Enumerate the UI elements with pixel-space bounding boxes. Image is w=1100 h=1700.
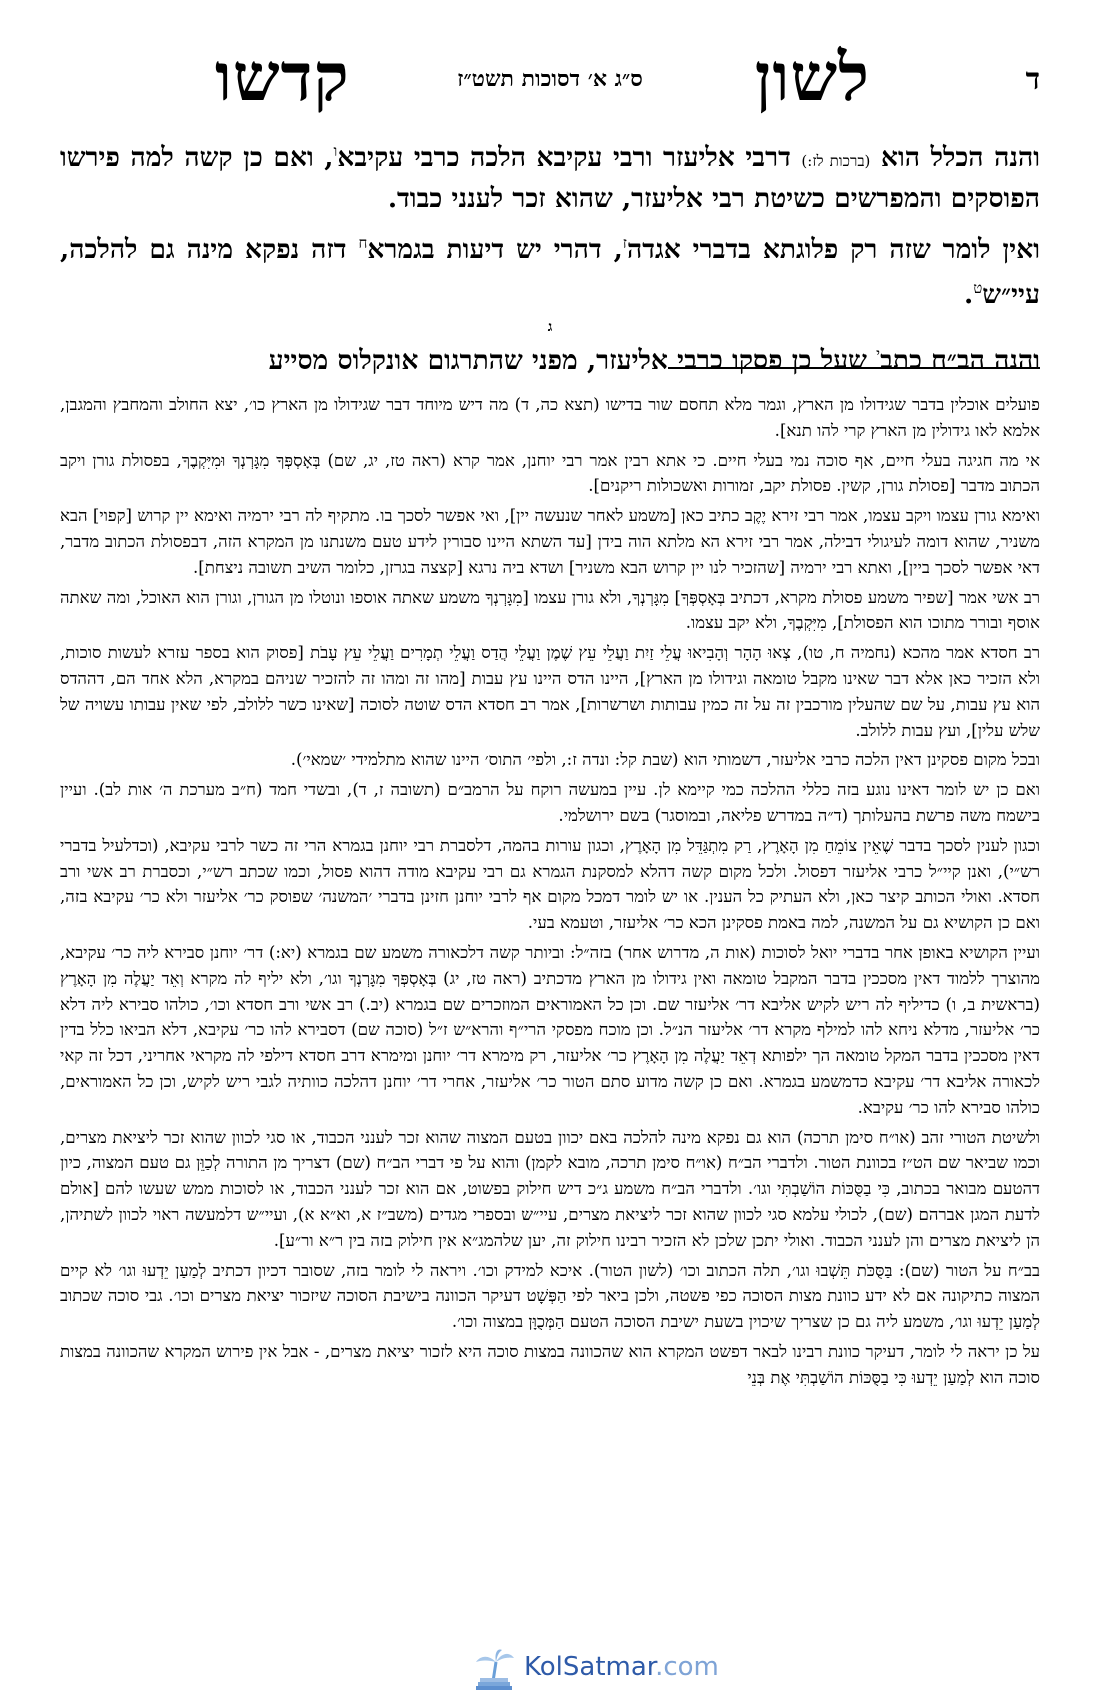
- main-text-span: דזה נפקא מינה גם להלכה, עיי״ש: [60, 233, 1040, 310]
- header-title-left: קדשו: [215, 38, 350, 116]
- palm-tree-books-icon: [470, 1648, 518, 1692]
- footnotes: [60, 392, 1040, 1682]
- main-text-span: והנה הכלל הוא: [880, 141, 1040, 173]
- footnote-divider: [668, 367, 1040, 369]
- footnote-paragraph: ולשיטת הטורי זהב (או״ח סימן תרכה) הוא גם נפקא מינה להלכה באם יכוון בטעם המצוה שהוא זכר לענני הכבוד, או סגי לכוון שהוא זכר ליציאת מצרים, וכמו שביאר שם הט״ז בכוונת הטור. ולדברי הב״ח (או״ח סימן תרכה, מובא לקמן) והוא על פי דברי הב״ח (שם) דצריך מן התורה לְכַוֵּן גם טעם המצוה, כיון דהטעם מבואר בכתוב, כִּי בַסֻּכּוֹת הוֹשַׁבְתִּי וגו׳. ולדברי הב״ח משמע ג״כ דיש חילוק בפשוט, אם הוא זכר לענני הכבוד, או לסוכות ממש שעשו להם [אולם לדעת המגן אברהם (שם), לכולי עלמא סגי לכוון שהוא זכר ליציאת מצרים, עיי״ש ובספרי מגדים (משב״ז א, וא״א א), ועיי״ש דלמעשה ראוי לכוון לשתיהן, הן ליציאת מצרים והן לענני הכבוד. ואולי יתכן שלכן לא הזכיר רבינו חילוק זה, יען שלהמג״א אין חילוק בזה בין ר״א ור״ע].: [60, 1127, 1040, 1250]
- footnote-marker: ז: [622, 233, 627, 252]
- footnote-paragraph: וכגון לענין לסכך בדבר שֶׁאֵין צוֹמֵחַ מִן הָאָרֶץ, רַק מִתְגַּדֵּל מִן הָאָרֶץ, וכגון עורות בהמה, דלסברת רבי יוחנן בגמרא הרי זה כשר לרבי עקיבא, (וכדלעיל בדברי רש״י), ואנן קיי״ל כרבי אליעזר דפסול. ולכל מקום קשה דהלא למסקנת הגמרא גם רבי עקיבא מודה דהוא פסול, וכמו שכתב רש״י, וכסברת רב אשי ורב חסדא. ואולי הכותב קיצר כאן, ולא העתיק כל הענין. או יש לומר דמכל מקום אף לרבי יוחנן חזינן בדברי ׳המשנה׳ שפוסק כר׳ אליעזר ולא כר׳ עקיבא בזה, ואם כן הקושיא גם על המשנה, למה באמת פסקינן הכא כר׳ אליעזר, וטעמא בעי.: [60, 835, 1040, 933]
- footnote-marker: ט: [973, 278, 983, 297]
- watermark-text: [524, 1652, 719, 1682]
- watermark-domain: .com: [655, 1652, 719, 1682]
- main-text-span: והנה הב״ח כתב: [880, 345, 1040, 377]
- footnote-marker: ו: [333, 142, 338, 160]
- main-text-span: , דהרי יש דיעות בגמרא: [367, 233, 623, 265]
- main-text-span: .: [963, 278, 974, 310]
- kolsatmar-watermark: [470, 1648, 740, 1692]
- main-text-span: שעל כן פסקו כרבי אליעזר, מפני שהתרגום אונקלוס מסייע: [268, 345, 877, 377]
- main-paragraph-3: [60, 335, 1040, 380]
- footnote-paragraph: אי מה חגיגה בעלי חיים, אף סוכה נמי בעלי חיים. כי אתא רבין אמר רבי יוחנן, אמר קרא (ראה טז, יג, שם) בְּאָסְפְּךָ מִגָּרְנְךָ וּמִיִּקְבֶךָ, בפסולת גורן ויקב הכתוב מדבר [פסולת גורן, קשין. פסולת יקב, זמורות ואשכולות ריקנים].: [60, 450, 1040, 496]
- footnote-paragraph: ובכל מקום פסקינן דאין הלכה כרבי אליעזר, דשמותי הוא (שבת קל: ונדה ז:, ולפי׳ התוס׳ היינו שהוא מתלמידי ׳שמאי׳).: [290, 750, 1040, 770]
- footnote-paragraph: ואימא גורן עצמו ויקב עצמו, אמר רבי זירא יֶקֶב כתיב כאן [משמע לאחר שנעשה יין], ואי אפשר לסכך בו. מתקיף לה רבי ירמיה ואימא יין קרוש [קפוי] הבא משניר, שהוא דומה לעיגולי דבילה, אמר רבי זירא הא מלתא הוה בידן [עד השתא היינו סבורין לידע טעם משנתנו מן המקרא הזה, דבפסולת הכתוב מדבר, דאי אפשר לסכך ביין], ואתא רבי ירמיה [שהזכיר לנו יין קרוש הבא משניר] ושדא ביה נרגא [קצצה בגרזן, כלומר השיב תשובה ניצחת].: [60, 506, 1040, 577]
- main-paragraph-1: [60, 132, 1040, 218]
- footnote-paragraph: ועיין הקושיא באופן אחר בדברי יואל לסוכות (אות ה, מדרוש אחר) בזה״ל: וביותר קשה דלכאורה משמע שם בגמרא (יא:) דר׳ יוחנן סבירא ליה כר׳ עקיבא, מהוצרך ללמוד דאין מסככין בדבר המקבל טומאה ואין גידולו מן הארץ מדכתיב (ראה טז, יג) בְּאָסְפְּךָ מִגָּרְנְךָ וגו׳, ולא יליף לה מקרא וְאֵד יַעֲלֶה מִן הָאָרֶץ (בראשית ב, ו) כדיליף לה ריש לקיש אליבא דר׳ אליעזר שם. וכן כל האמוראים המוזכרים שם בגמרא (יב.) רב אשי ורב חסדא וכו׳, כולהו סבירא ליה דלא כר׳ אליעזר, מדלא ניחא להו למילף מקרא דר׳ אליעזר הנ״ל. וכן מוכח מפסקי הרי״ף והרא״ש ז״ל (סוכה שם) דסבירא להו כר׳ עקיבא, דלא הביאו כלל בדין דאין מסככין בדבר המקל טומאה הך ילפותא דְאֵד יַעֲלֶה מִן הָאָרֶץ כר׳ אליעזר, רק מימרא דר׳ יוחנן ומימרא דרב חסדא דילפי לה מקראי אחריני, דכל זה קאי לכאורה אליבא דר׳ עקיבא כדמשמע בגמרא. ואם כן קשה מדוע סתם הטור כר׳ אליעזר, אחרי דר׳ יוחנן דהלכה כוותיה לגבי ריש לקיש, וכן כל האמוראים, כולהו סבירא להו כר׳ עקיבא.: [60, 942, 1040, 1117]
- footnote-paragraph: רב אשי אמר [שפיר משמע פסולת מקרא, דכתיב בְּאָסְפְּךָ] מִגָּרְנְךָ, ולא גורן עצמו [מִגָּרְנְךָ משמע שאתה אוספו ונוטלו מן הגורן, וגורן הוא האוכל, ומה שאתה אוסף ובורר מתוכו הוא הפסולת], מִיִּקְבֶךָ, ולא יקב עצמו.: [60, 587, 1040, 633]
- section-marker: ג: [547, 319, 553, 336]
- header-title-right: לשון: [754, 38, 870, 116]
- main-text-span: דרבי אליעזר ורבי עקיבא הלכה כרבי עקיבא: [337, 141, 791, 173]
- footnote-paragraph: בב״ח על הטור (שם): בַּסֻּכֹּת תֵּשְׁבוּ וגו׳, תלה הכתוב וכו׳ (לשון הטור). איכא למידק וכו׳. ויראה לי לומר בזה, שסובר דכיון דכתיב לְמַעַן יֵדְעוּ וגו׳ לא קיים המצוה כתיקונה אם לא ידע כוונת מצות הסוכה כפי פשטה, ולכן ביאר לפי הַפְּשָׁט דעיקר הכוונה בישיבת הסוכה שיזכור יציאת מצרים וכו׳. גבי סוכה שכתוב לְמַעַן יֵדְעוּ וגו׳, משמע ליה גם כן שצריך שיכוין בשעת ישיבת הסוכה הטעם הַמְּכֻוָּן במצוה וכו׳.: [60, 1260, 1040, 1332]
- main-paragraph-2: [60, 224, 1040, 314]
- header-subtitle: ס״ג א׳ דסוכות תשט״ז: [457, 66, 643, 92]
- main-text-span: , ואם כן קשה למה פירשו הפוסקים והמפרשים כשיטת רבי אליעזר, שהוא זכר לענני כבוד.: [60, 141, 1040, 214]
- footnote-paragraph: על כן יראה לי לומר, דעיקר כוונת רבינו לבאר דפשט המקרא הוא שהכוונה במצות סוכה היא לזכור יציאת מצרים, - אבל אין פירוש המקרא שהכוונה במצות סוכה הוא לְמַעַן יֵדְעוּ כִּי בַסֻּכּוֹת הוֹשַׁבְתִּי אֶת בְּנֵי: [60, 1341, 1040, 1387]
- main-text: [60, 132, 1040, 386]
- watermark-brand: KolSatmar: [524, 1652, 656, 1682]
- footnote-marker: ח: [358, 233, 368, 252]
- page-header: [60, 38, 1040, 128]
- footnote-paragraph: ואם כן יש לומר דאינו נוגע בזה כללי ההלכה כמי קיימא לן. עיין במעשה רוקח על הרמב״ם (תשובה ז, ד), ובשדי חמד (ח״ב מערכת ה׳ אות לב). ועיין בישמח משה פרשת בהעלותך (ד״ה במדרש פליאה, ובמוסגר) בשם ירושלמי.: [60, 780, 1040, 825]
- page-number: ד: [1025, 62, 1040, 97]
- main-text-span: ואין לומר שזה רק פלוגתא בדברי אגדה: [626, 233, 1040, 265]
- footnote-paragraph: פועלים אוכלין בדבר שגידולו מן הארץ, וגמר מלא תחסם שור בדישו (תצא כה, ד) מה דיש מיוחד דבר שגידולו מן הארץ כו׳, יצא החולב והמחבץ והמגבן, אלמא לאו גידולין מן הארץ קרי להו תנא].: [60, 395, 1040, 440]
- footnote-paragraph: רב חסדא אמר מהכא (נחמיה ח, טו), צְאוּ הָהָר וְהָבִיאוּ עֲלֵי זַיִת וַעֲלֵי עֵץ שֶׁמֶן וַעֲלֵי הֲדַס וַעֲלֵי תְמָרִים וַעֲלֵי עֵץ עָבֹת [פסוק הוא בספר עזרא לעשות סוכות, ולא הזכיר כאן אלא דבר שאינו מקבל טומאה וגידולו מן הארץ], היינו הדס היינו עץ עבות [מהו זה ומהו זה להזכיר שניהם במקרא, הלא אחד הם, דההדס הוא עץ עבות, על שם שהעלין מורכבין זה על זה כמין עבותות ושרשרות], אמר רב חסדא הדס שוטה לסוכה [שאינו כשר ללולב, לפי שאין עבותו עשויה של שלש עלין], ועץ עבות ללולב.: [60, 643, 1040, 740]
- source-reference: (ברכות לז:): [801, 151, 871, 170]
- footnote-marker: י: [876, 345, 881, 364]
- page: [60, 20, 1040, 1680]
